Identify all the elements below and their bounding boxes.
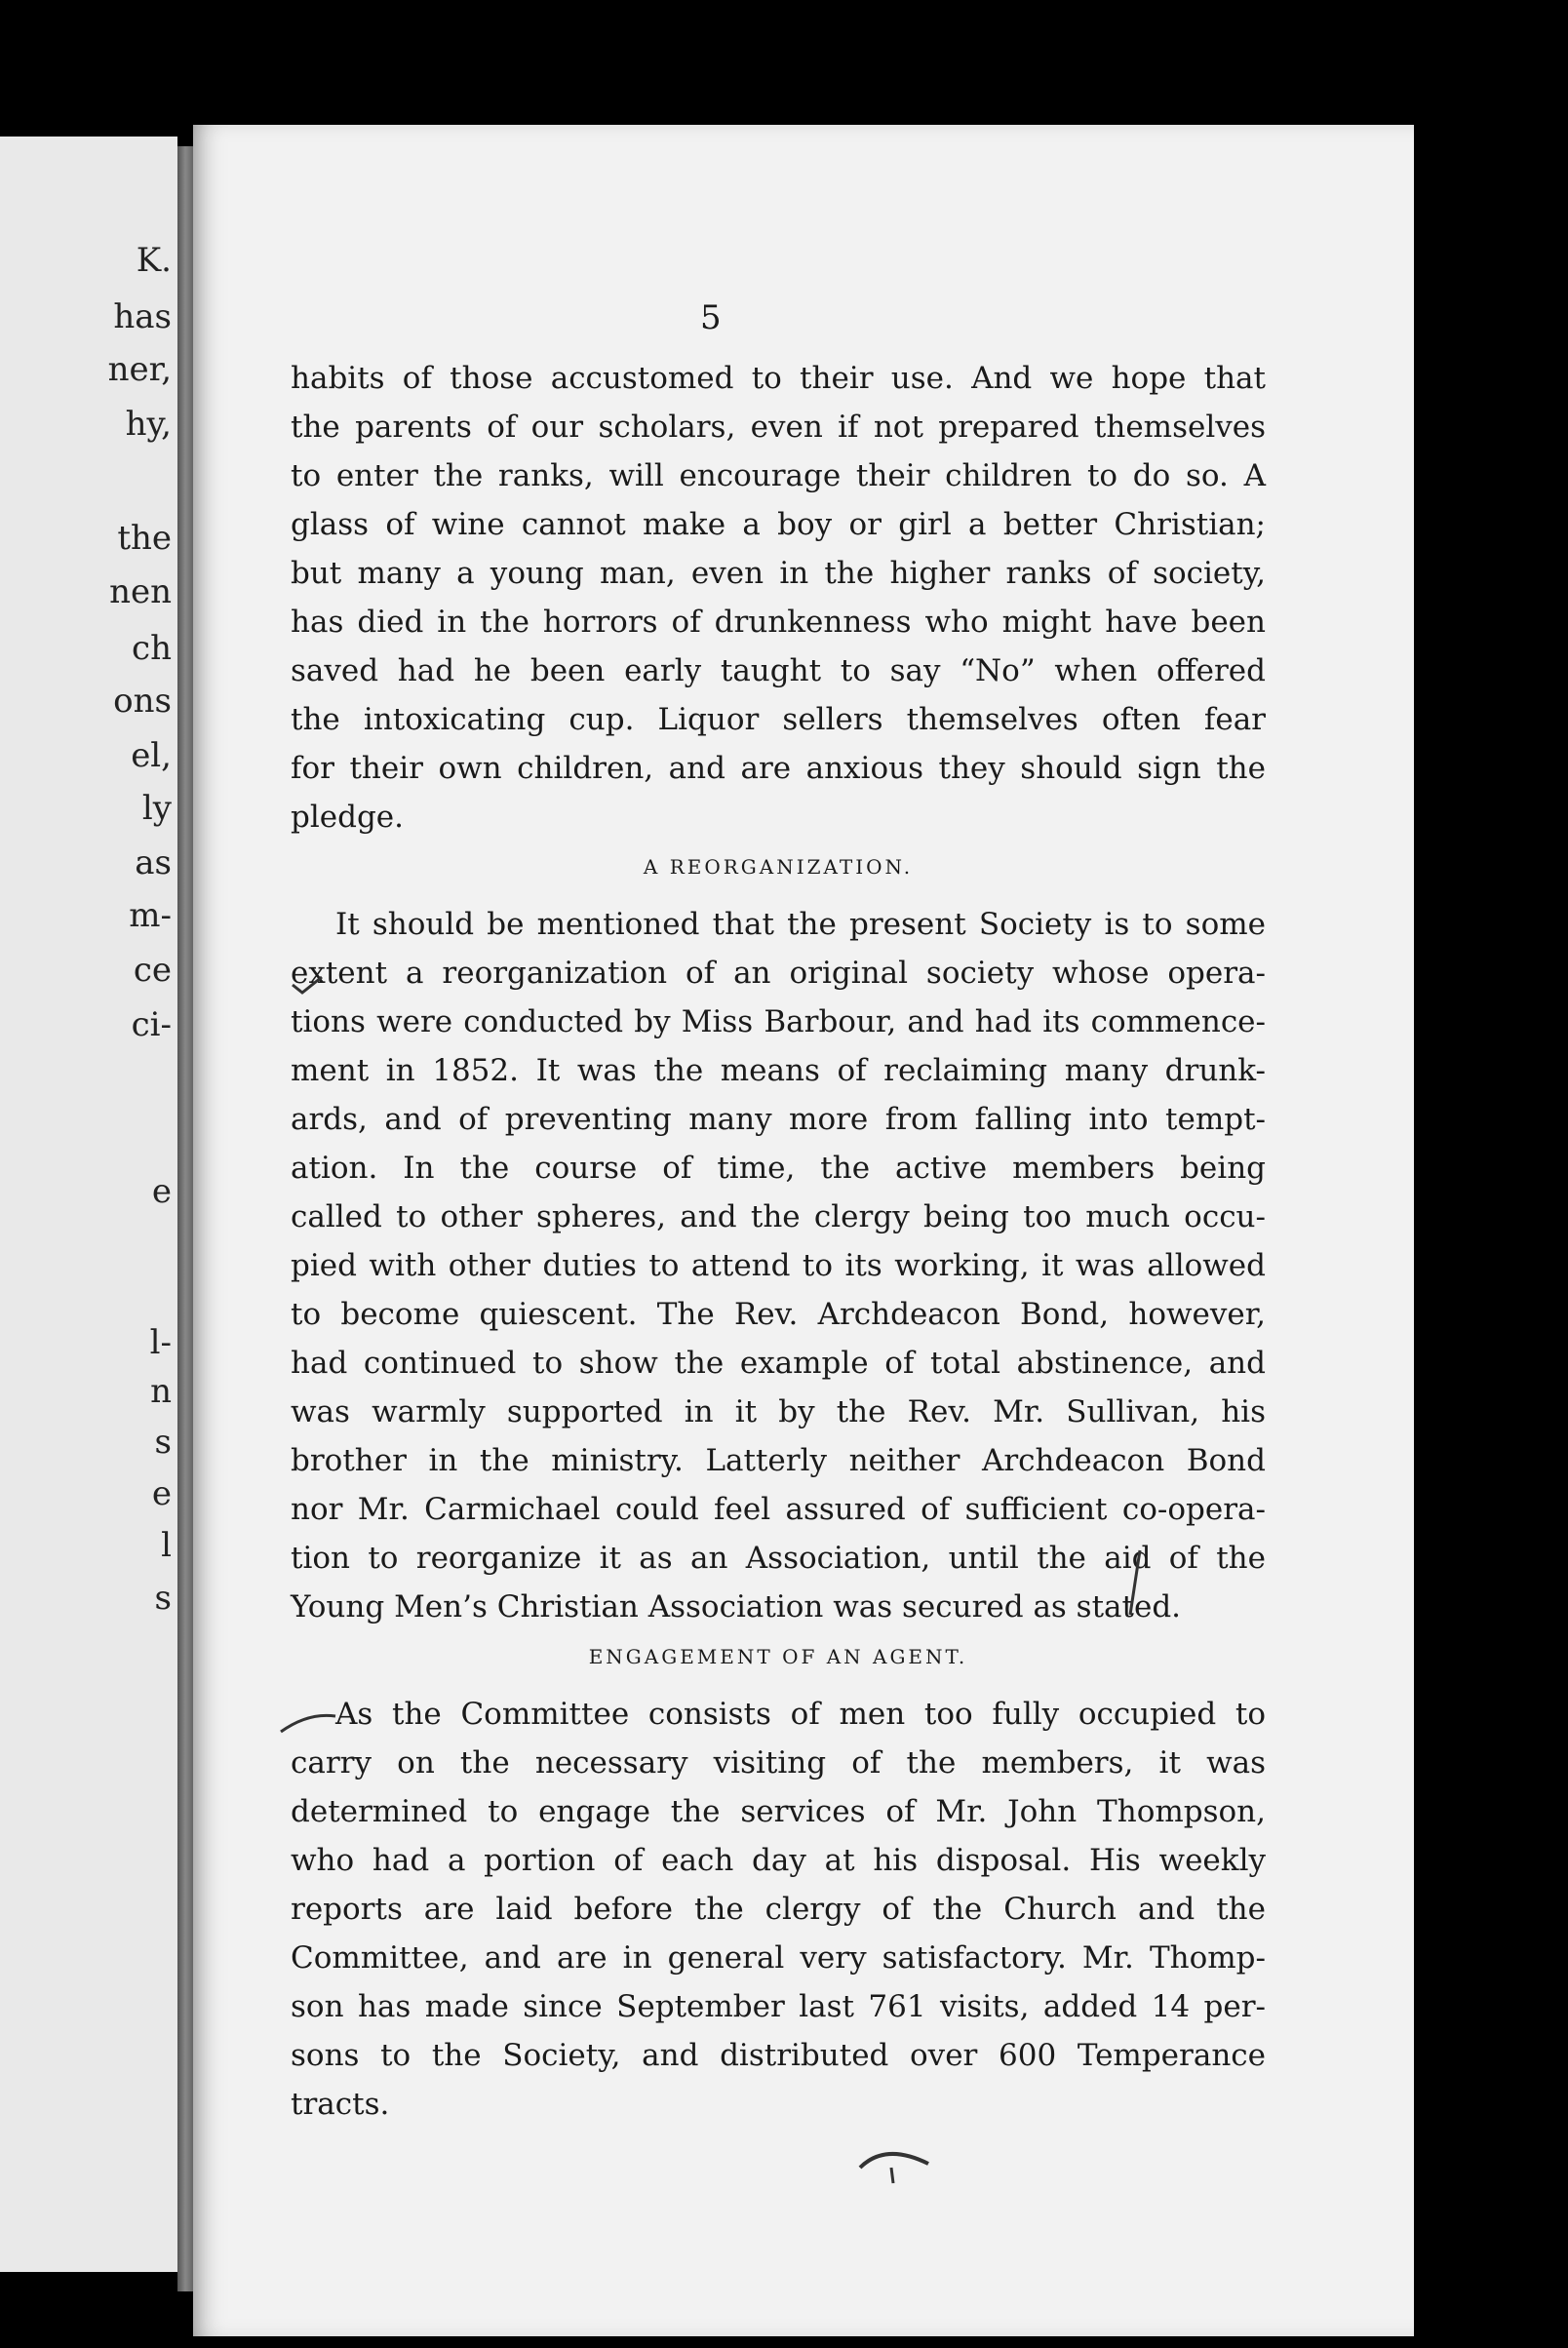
text-line: who had a portion of each day at his disposal. His weekly	[291, 1843, 1266, 1878]
facing-page-fragment: ly	[141, 789, 172, 828]
text-line: was warmly supported in it by the Rev. Mr. Sullivan, his	[291, 1394, 1266, 1429]
pencil-arrow-icon	[279, 1706, 337, 1736]
facing-page-fragment: s	[154, 1423, 172, 1462]
paragraph-habits	[291, 354, 1266, 841]
facing-page-fragment: nen	[109, 572, 172, 611]
text-line: saved had he been early taught to say “No” when offered	[291, 653, 1266, 688]
text-line: tion to reorganize it as an Association, until the aid of the	[291, 1541, 1266, 1576]
facing-page-fragment: e	[151, 1474, 172, 1513]
pencil-checkmark-icon	[291, 973, 324, 997]
text-line: tracts.	[291, 2087, 390, 2122]
text-line: for their own children, and are anxious they should sign the	[291, 751, 1266, 786]
text-line: to enter the ranks, will encourage their children to do so. A	[291, 458, 1266, 493]
facing-page-fragment: ner,	[107, 350, 172, 389]
text-line: extent a reorganization of an original society whose opera-	[291, 956, 1266, 991]
pencil-curve-icon	[856, 2138, 934, 2187]
pencil-stroke-icon	[1124, 1548, 1144, 1617]
text-line: Committee, and are in general very satisfactory. Mr. Thomp-	[291, 1940, 1266, 1976]
book-gutter	[177, 146, 193, 2291]
facing-page-fragment: has	[113, 297, 172, 336]
text-line: As the Committee consists of men too fully occupied to	[335, 1697, 1266, 1732]
text-line: tions were conducted by Miss Barbour, and had its commence-	[291, 1004, 1266, 1039]
text-line: called to other spheres, and the clergy being too much occu-	[291, 1199, 1266, 1234]
text-line: nor Mr. Carmichael could feel assured of sufficient co-opera-	[291, 1492, 1266, 1527]
facing-page-fragment: the	[117, 519, 172, 558]
text-line: pied with other duties to attend to its working, it was allowed	[291, 1248, 1266, 1283]
text-line: son has made since September last 761 visits, added 14 per-	[291, 1989, 1266, 2024]
paragraph-reorganization	[291, 900, 1266, 1631]
text-line: sons to the Society, and distributed over 600 Temperance	[291, 2038, 1266, 2073]
facing-page-fragment: hy,	[125, 405, 172, 444]
text-line: the intoxicating cup. Liquor sellers themselves often fear	[291, 702, 1266, 737]
facing-page-fragment: s	[154, 1579, 172, 1618]
facing-page-fragment: l-	[149, 1323, 172, 1362]
facing-page-fragment: el,	[131, 736, 172, 775]
text-line: ation. In the course of time, the active members being	[291, 1151, 1266, 1186]
facing-page-fragment: m-	[129, 896, 172, 935]
section-heading-engagement: ENGAGEMENT OF AN AGENT.	[588, 1645, 968, 1668]
text-line: glass of wine cannot make a boy or girl a better Christian;	[291, 507, 1266, 542]
text-line: pledge.	[291, 800, 404, 835]
facing-page-fragment: e	[151, 1172, 172, 1211]
text-line: carry on the necessary visiting of the members, it was	[291, 1745, 1266, 1781]
facing-page-fragment: n	[150, 1372, 172, 1411]
facing-page-fragment: ce	[133, 951, 172, 990]
left-facing-page	[0, 137, 177, 2272]
facing-page-fragment: ci-	[131, 1005, 172, 1044]
text-line: Young Men’s Christian Association was secured as stated.	[291, 1589, 1182, 1624]
text-line: brother in the ministry. Latterly neither Archdeacon Bond	[291, 1443, 1266, 1478]
text-line: but many a young man, even in the higher ranks of society,	[291, 556, 1266, 591]
text-line: had continued to show the example of total abstinence, and	[291, 1346, 1266, 1381]
text-line: habits of those accustomed to their use. And we hope that	[291, 361, 1266, 396]
facing-page-fragment: ch	[132, 629, 172, 668]
facing-page-fragment: K.	[136, 241, 172, 280]
paragraph-engagement	[291, 1690, 1266, 2129]
text-line: determined to engage the services of Mr. John Thompson,	[291, 1794, 1266, 1829]
page-number: 5	[700, 298, 722, 337]
facing-page-fragment: as	[135, 843, 172, 882]
text-line: ment in 1852. It was the means of reclaiming many drunk-	[291, 1053, 1266, 1088]
text-line: It should be mentioned that the present Society is to some	[335, 907, 1266, 942]
text-block	[291, 354, 1266, 2129]
text-line: to become quiescent. The Rev. Archdeacon Bond, however,	[291, 1297, 1266, 1332]
main-page	[193, 125, 1414, 2336]
text-line: ards, and of preventing many more from falling into tempt-	[291, 1102, 1266, 1137]
text-line: the parents of our scholars, even if not prepared themselves	[291, 410, 1266, 445]
text-line: has died in the horrors of drunkenness who might have been	[291, 605, 1266, 640]
text-line: reports are laid before the clergy of the Church and the	[291, 1892, 1266, 1927]
facing-page-fragment: l	[161, 1526, 172, 1565]
facing-page-fragment: ons	[113, 682, 172, 721]
section-heading-reorganization: A REORGANIZATION.	[643, 855, 914, 879]
